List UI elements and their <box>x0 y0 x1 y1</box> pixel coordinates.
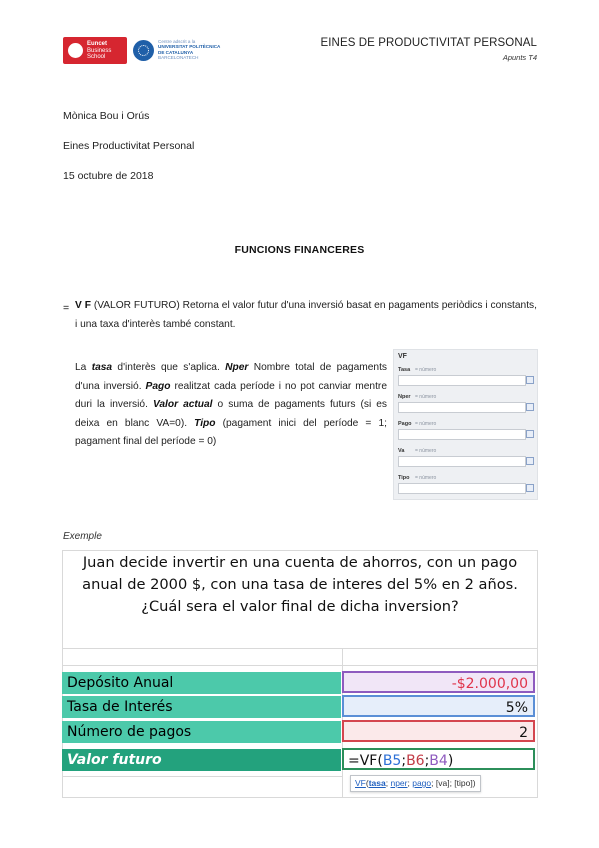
vf-intro-paragraph <box>75 297 537 334</box>
spreadsheet-example <box>62 550 538 798</box>
range-picker-icon[interactable] <box>526 484 534 492</box>
euncet-logo-mark <box>68 43 83 58</box>
upc-logo-text: Centre adscrit a la UNIVERSITAT POLITÈCNICA DE CATALUNYA BARCELONATECH <box>158 39 221 61</box>
vf-arguments-dialog <box>393 349 538 500</box>
example-label: Exemple <box>63 531 102 542</box>
value-tasa-interes[interactable]: 5% <box>342 695 535 717</box>
field-nper: Nper = número <box>398 394 532 418</box>
argument-name: tasa <box>91 362 113 373</box>
gridline <box>62 648 538 649</box>
range-picker-icon[interactable] <box>526 403 534 411</box>
document-title: FUNCIONS FINANCERES <box>234 244 365 256</box>
ref-b4: B4 <box>429 753 448 769</box>
course-name: Eines Productivitat Personal <box>63 140 195 152</box>
description-text: La <box>75 362 92 373</box>
header-subtitle: Apunts T4 <box>502 53 537 62</box>
document-date: 15 octubre de 2018 <box>63 170 154 182</box>
argument-name: Nper <box>225 362 249 373</box>
argument-name: Valor actual <box>152 399 213 410</box>
field-tasa: Tasa = número <box>398 367 532 391</box>
value-numero-pagos[interactable]: 2 <box>342 720 535 742</box>
range-picker-icon[interactable] <box>526 376 534 384</box>
label-deposito-anual[interactable]: Depósito Anual <box>62 672 341 694</box>
fn-full-name: (VALOR FUTURO) <box>93 300 180 311</box>
tooltip-arg-tasa[interactable]: tasa <box>368 778 386 788</box>
example-question: Juan decide invertir en una cuenta de ahorros, con un pago anual de 2000 $, con una tasa de interes del 5% en 2 años. ¿Cuál sera el valor final de dicha inversion? <box>82 554 518 615</box>
formula-cell[interactable]: =VF(B5;B6;B4) <box>342 748 535 770</box>
function-signature-tooltip[interactable]: VF(tasa; nper; pago; [va]; [tipo]) <box>350 775 481 792</box>
arguments-description <box>75 359 387 452</box>
label-valor-futuro[interactable]: Valor futuro <box>62 749 341 771</box>
euncet-logo <box>63 37 127 64</box>
description-text: Nombre total de pagaments d'una inversió. <box>75 362 387 392</box>
description-text: d'interès que s'aplica. <box>112 362 226 373</box>
tipo-input[interactable] <box>398 483 526 494</box>
field-tipo: Tipo = número <box>398 475 532 499</box>
description-text: (pagament inici del període = 1; pagament final del període = 0) <box>75 417 387 447</box>
range-picker-icon[interactable] <box>526 430 534 438</box>
gridline <box>62 550 538 551</box>
value-deposito-anual[interactable]: -$2.000,00 <box>342 671 535 693</box>
author-name: Mònica Bou i Orús <box>63 110 150 122</box>
upc-logo <box>133 38 229 63</box>
description-text: realitzat cada període i no pot canviar mentre duri la inversió. <box>75 380 387 410</box>
gridline <box>62 797 538 798</box>
tooltip-fn-link[interactable]: VF <box>355 778 366 788</box>
upc-logo-mark <box>133 40 154 61</box>
header-title: EINES DE PRODUCTIVITAT PERSONAL <box>320 37 537 49</box>
ref-b6: B6 <box>406 753 425 769</box>
description-text: o suma de pagaments futurs (si es deixa en blanc VA=0). <box>75 399 388 429</box>
euncet-logo-text: Euncet Business School <box>87 41 112 60</box>
range-picker-icon[interactable] <box>526 457 534 465</box>
nper-input[interactable] <box>398 402 526 413</box>
gridline <box>62 776 342 777</box>
label-numero-pagos[interactable]: Número de pagos <box>62 721 341 743</box>
bullet: = <box>63 302 70 314</box>
pago-input[interactable] <box>398 429 526 440</box>
tasa-input[interactable] <box>398 375 526 386</box>
field-pago: Pago = número <box>398 421 532 445</box>
gridline <box>62 665 538 666</box>
tooltip-arg-nper[interactable]: nper <box>390 778 408 788</box>
tooltip-arg-pago[interactable]: pago <box>412 778 432 788</box>
intro-text: Retorna el valor futur d'una inversió basat en pagaments periòdics i constants, i una taxa d'interès també constant. <box>75 300 537 330</box>
fn-name: V F <box>75 300 91 311</box>
va-input[interactable] <box>398 456 526 467</box>
field-va: Va = número <box>398 448 532 472</box>
vf-dialog-title: VF <box>398 353 407 360</box>
argument-name: Pago <box>145 380 171 392</box>
argument-name: Tipo <box>194 417 216 429</box>
ref-b5: B5 <box>382 753 402 769</box>
label-tasa-interes[interactable]: Tasa de Interés <box>62 696 341 718</box>
